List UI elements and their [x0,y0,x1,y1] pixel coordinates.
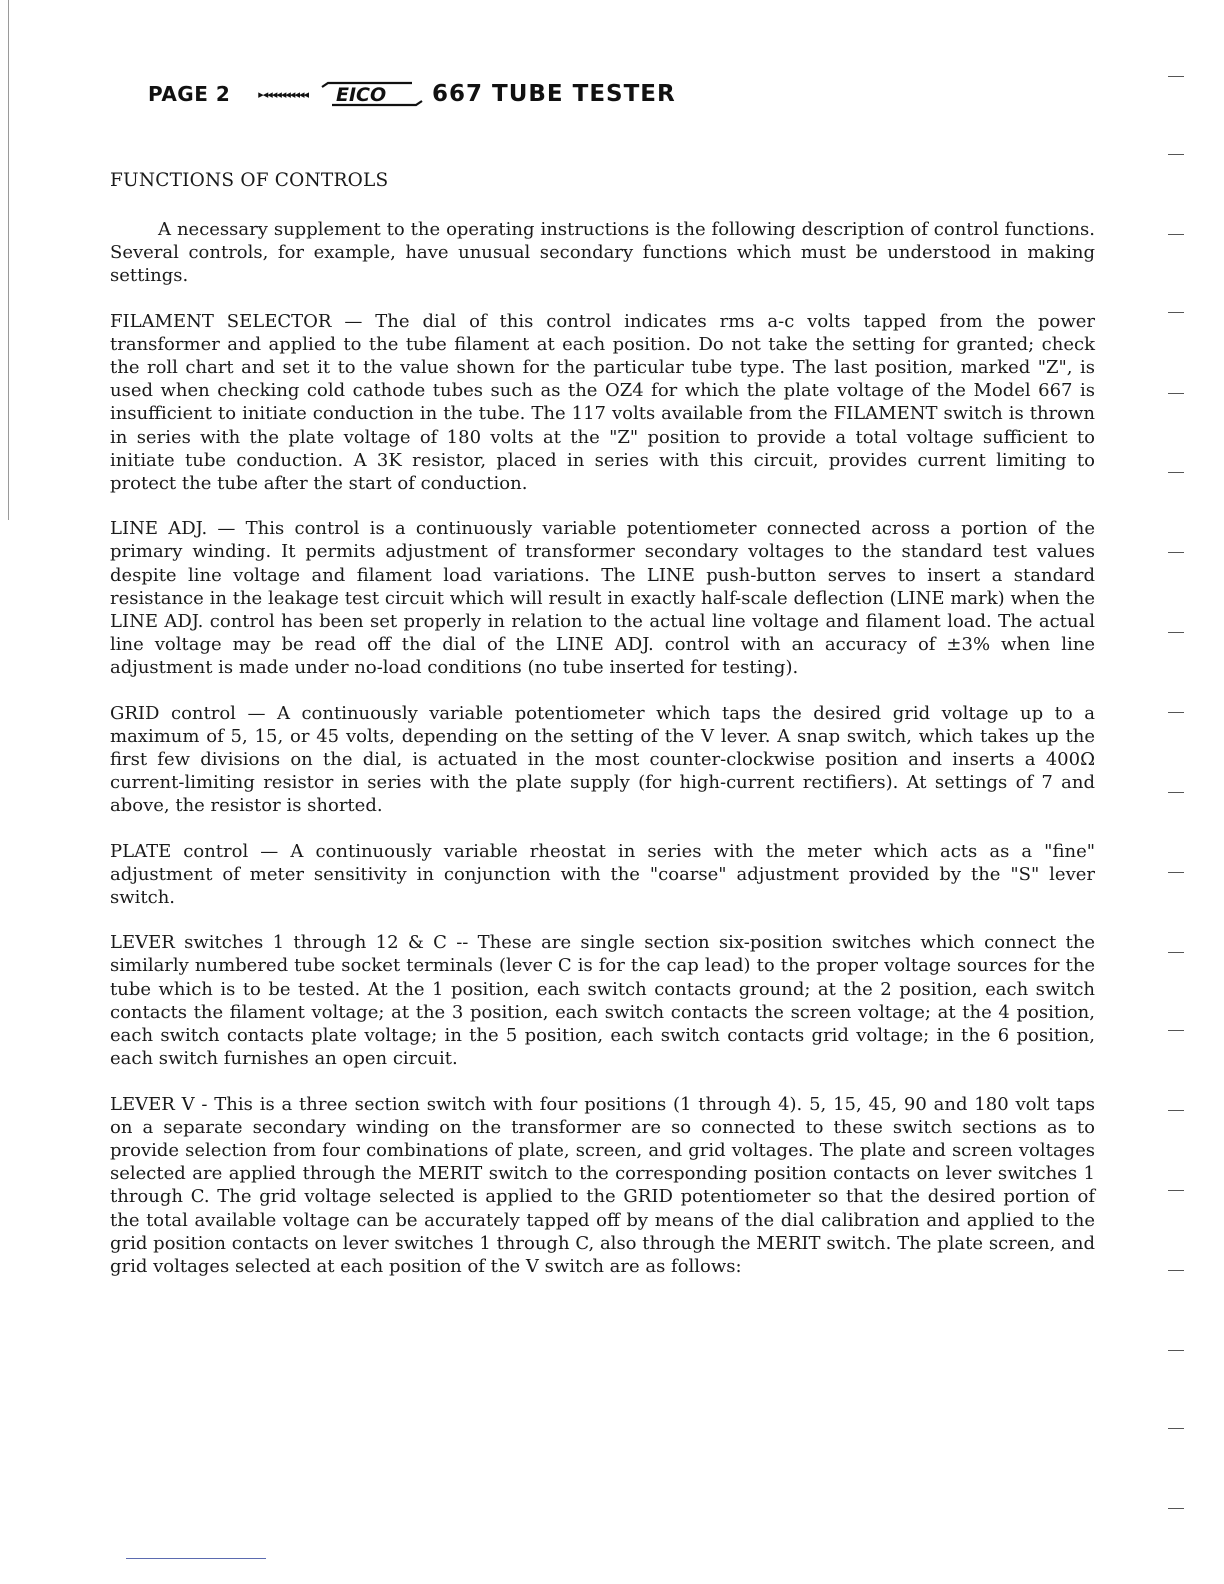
margin-tick [1168,792,1184,793]
margin-tick [1168,154,1184,155]
margin-tick [1168,1508,1184,1509]
margin-tick [1168,393,1184,394]
document-body [110,218,1095,1300]
margin-tick [1168,1030,1184,1031]
intro-paragraph: A necessary supplement to the operating instructions is the following description of control functions. Several controls, for example, have unusual secondary functions which must be understood in making settings. [110,219,1095,287]
scan-left-edge [8,0,9,520]
document-title: 667 TUBE TESTER [432,81,676,107]
margin-tick [1168,1270,1184,1271]
eico-logo-text: EICO [336,84,387,106]
margin-tick [1168,1350,1184,1351]
margin-tick [1168,1428,1184,1429]
margin-tick [1168,472,1184,473]
margin-tick [1168,632,1184,633]
margin-tick [1168,234,1184,235]
margin-tick [1168,952,1184,953]
margin-tick [1168,1110,1184,1111]
margin-tick [1168,712,1184,713]
arrow-ornament: ▸◂◂◂◂◂◂◂◂◂◂ [258,87,309,101]
margin-tick [1168,312,1184,313]
margin-tick [1168,1190,1184,1191]
page-header [148,74,676,114]
page-number: PAGE 2 [148,82,231,106]
filament-selector-paragraph: FILAMENT SELECTOR — The dial of this control indicates rms a-c volts tapped from the power transformer and applied to the tube filament at each position. Do not take the setting for granted; check the roll chart and set it to the value shown for the particular tube type. The last position, marked "Z", is used when checking cold cathode tubes such as the OZ4 for which the plate voltage of the Model 667 is insufficient to initiate conduction in the tube. The 117 volts available from the FILAMENT switch is thrown in series with the plate voltage of 180 volts at the "Z" position to provide a total voltage sufficient to initiate tube conduction. A 3K resistor, placed in series with this circuit, provides current limiting to protect the tube after the start of conduction. [110,310,1095,495]
margin-tick [1168,76,1184,77]
footer-rule [126,1558,266,1559]
grid-control-paragraph: GRID control — A continuously variable potentiometer which taps the desired grid voltage up to a maximum of 5, 15, or 45 volts, depending on the setting of the V lever. A snap switch, which takes up the first few divisions on the dial, is actuated in the most counter-clockwise position and inserts a 400Ω current-limiting resistor in series with the plate supply (for high-current rectifiers). At settings of 7 and above, the resistor is shorted. [110,702,1095,817]
margin-tick [1168,552,1184,553]
line-adj-paragraph: LINE ADJ. — This control is a continuously variable potentiometer connected across a portion of the primary winding. It permits adjustment of transformer secondary voltages to the standard test values despite line voltage and filament load variations. The LINE push-button serves to insert a standard resistance in the leakage test circuit which will result in exactly half-scale deflection (LINE mark) when the LINE ADJ. control has been set properly in relation to the actual line voltage and filament load. The actual line voltage may be read off the dial of the LINE ADJ. control with an accuracy of ±3% when line adjustment is made under no-load conditions (no tube inserted for testing). [110,518,1095,679]
margin-tick [1168,872,1184,873]
section-title: FUNCTIONS OF CONTROLS [110,170,389,191]
lever-v-paragraph: LEVER V - This is a three section switch with four positions (1 through 4). 5, 15, 45, 90 and 180 volt taps on a separate secondary winding on the transformer are so connected to these switch sections as to provide selection from four combinations of plate, screen, and grid voltages. The plate and screen voltages selected are applied through the MERIT switch to the corresponding position contacts on lever switches 1 through C. The grid voltage selected is applied to the GRID potentiometer so that the desired portion of the total available voltage can be accurately tapped off by means of the dial calibration and applied to the grid position contacts on lever switches 1 through C, also through the MERIT switch. The plate screen, and grid voltages selected at each position of the V switch are as follows: [110,1093,1095,1277]
plate-control-paragraph: PLATE control — A continuously variable rheostat in series with the meter which acts as a "fine" adjustment of meter sensitivity in conjunction with the "coarse" adjustment provided by the "S" lever switch. [110,840,1095,909]
lever-switches-paragraph: LEVER switches 1 through 12 & C -- These are single section six-position switches which connect the similarly numbered tube socket terminals (lever C is for the cap lead) to the proper voltage sources for the tube which is to be tested. At the 1 position, each switch contacts ground; at the 2 position, each switch contacts the filament voltage; at the 3 position, each switch contacts the screen voltage; at the 4 position, each switch contacts plate voltage; in the 5 position, each switch contacts grid voltage; in the 6 position, each switch furnishes an open circuit. [110,932,1095,1070]
eico-logo [320,79,424,109]
